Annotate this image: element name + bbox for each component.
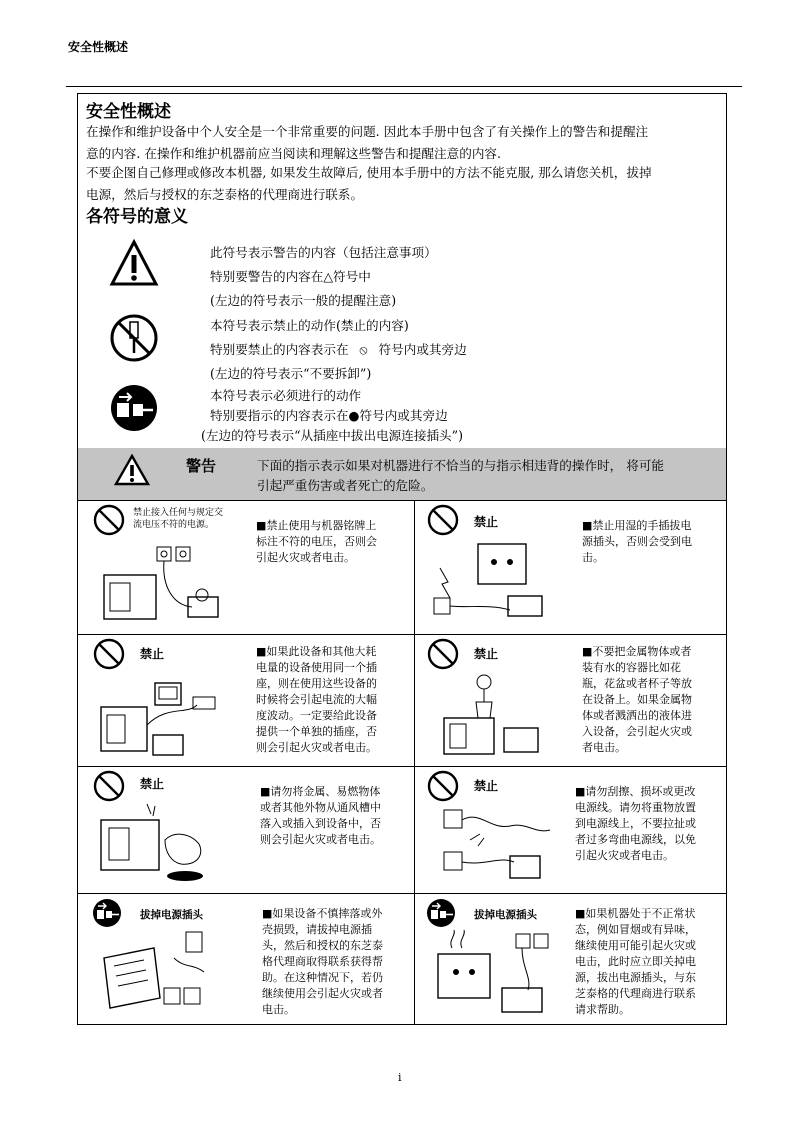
unplug-icon — [426, 898, 456, 928]
cell-description: ■禁止使用与机器铭牌上 标注不符的电压，否则会 引起火灾或者电击。 — [256, 519, 377, 564]
cell-description: ■请勿刮擦、损坏或更改 电源线。请勿将重物放置 到电源线上，不要拉扯或 者过多弯曲电源线，以免 引起火灾或者电击。 — [575, 785, 696, 862]
running-header: 安全性概述 — [68, 40, 129, 54]
illustration-shared-outlet — [97, 675, 237, 761]
section-title: 安全性概述 — [86, 102, 171, 122]
grid-divider — [78, 634, 726, 635]
cell-description: ■不要把金属物体或者 装有水的容器比如花 瓶，花盆或者杯子等放 在设备上。如果金属物 体或者溅洒出的液体进 入设备，会引起火灾或 者电击。 — [582, 645, 692, 754]
warning-symbol-description: 此符号表示警告的内容（包括注意事项） 特别要警告的内容在△符号中 (左边的符号表示一般的提醒注意) — [210, 245, 437, 308]
warning-triangle-icon — [109, 239, 159, 287]
cell-title: 禁止 — [140, 647, 165, 661]
cell-description: ■如果机器处于不正常状 态，例如冒烟或有异味， 继续使用可能引起火灾或 电击，此时应立即关掉电 源，拔出电源插头，与东 芝泰格的代理商进行联系 请求帮助。 — [575, 907, 696, 1016]
unplug-icon — [92, 898, 122, 928]
cell-title: 拔掉电源插头 — [474, 909, 537, 921]
inline-prohibit-icon: ⦸ — [359, 342, 368, 357]
illustration-smoking-printer — [432, 928, 558, 1020]
prohibition-icon — [93, 504, 125, 536]
page-number: i — [398, 1071, 402, 1084]
mandatory-symbol-description: 本符号表示必须进行的动作 特别要指示的内容表示在●符号内或其旁边 — [210, 388, 448, 423]
prohibition-icon — [427, 504, 459, 536]
no-disassembly-icon — [109, 313, 159, 363]
cell-description: ■禁止用湿的手插拔电 源插头，否则会受到电 击。 — [582, 519, 692, 564]
mandatory-symbol-note: (左边的符号表示“从插座中拔出电源连接插头”) — [201, 428, 463, 443]
cell-title: 禁止 — [140, 777, 165, 791]
grid-divider — [78, 893, 726, 894]
grid-divider — [78, 766, 726, 767]
cell-description: ■如果此设备和其他大耗 电量的设备使用同一个插 座，则在使用这些设备的 时候将会引起电流的大幅 度波动。一定要给此设备 提供一个单独的插座，否 则会引起火灾或者电击。 — [256, 645, 377, 754]
cell-title: 禁止 — [474, 779, 499, 793]
cell-description: ■如果设备不慎摔落或外 壳损毁，请拔掉电源插 头，然后和授权的东芝泰 格代理商取得联系获得帮 助。在这种情况下，若仍 继续使用会引起火灾或者 电击。 — [262, 907, 383, 1016]
intro-paragraph-1: 在操作和维护设备中个人安全是一个非常重要的问题. 因此本手册中包含了有关操作上的警告和提醒注 意的内容. 在操作和维护机器前应当阅读和理解这些警告和提醒注意的内容. — [86, 124, 649, 161]
illustration-printer-outlets — [102, 545, 232, 625]
header-rule — [66, 86, 742, 87]
illustration-dropped-printer — [94, 928, 224, 1020]
illustration-vase-on-printer — [438, 672, 548, 760]
illustration-wet-hands — [430, 538, 550, 628]
symbols-title: 各符号的意义 — [86, 207, 188, 227]
illustration-damaged-cord — [440, 800, 556, 886]
illustration-foreign-objects — [95, 800, 215, 888]
cell-note: 禁止接入任何与规定交 流电压不符的电源。 — [133, 508, 224, 530]
prohibition-icon — [427, 638, 459, 670]
cell-title: 禁止 — [474, 515, 499, 529]
intro-paragraph-2: 不要企图自己修理或修改本机器, 如果发生故障后, 使用本手册中的方法不能克服, 那么请您关机，拔掉 电源，然后与授权的东芝泰格的代理商进行联系。 — [86, 165, 652, 202]
warning-banner-icon — [114, 454, 150, 486]
warning-banner-text: 下面的指示表示如果对机器进行不恰当的与指示相违背的操作时， 将可能 引起严重伤害或者死亡的危险。 — [257, 458, 665, 493]
cell-title: 禁止 — [474, 647, 499, 661]
warning-banner-title: 警告 — [186, 457, 217, 475]
grid-divider-vertical — [414, 500, 415, 1024]
prohibition-icon — [93, 638, 125, 670]
cell-title: 拔掉电源插头 — [140, 909, 203, 921]
prohibition-icon — [93, 770, 125, 802]
unplug-icon — [109, 383, 159, 433]
prohibit-symbol-description: 本符号表示禁止的动作(禁止的内容) 特别要禁止的内容表示在 ⦸ 符号内或其旁边 (左边的符号表示“不要拆卸”) — [210, 318, 467, 381]
cell-description: ■请勿将金属、易燃物体 或者其他外物从通风槽中 落入或插入到设备中，否 则会引起火灾或者电击。 — [260, 785, 381, 846]
prohibition-icon — [427, 770, 459, 802]
